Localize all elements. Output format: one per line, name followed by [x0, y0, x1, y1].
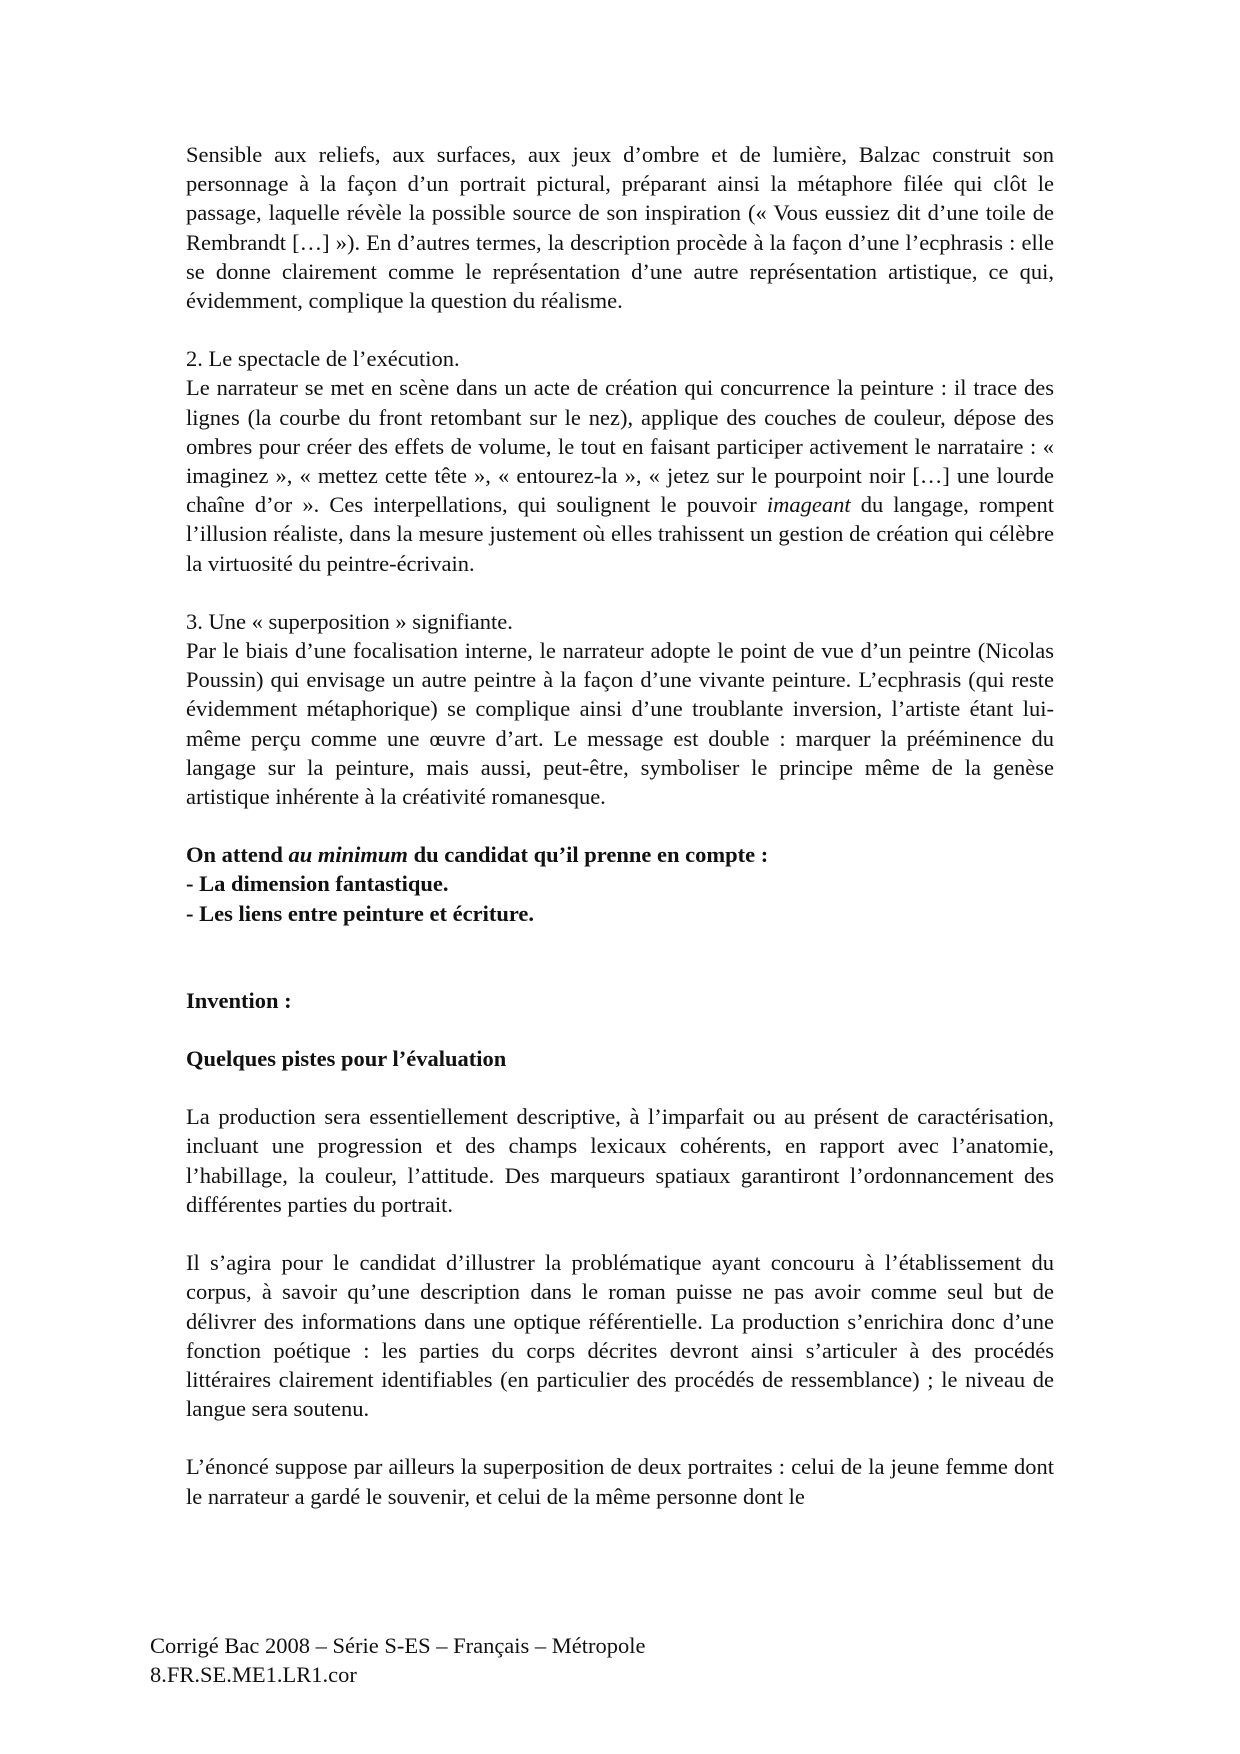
- section-3-title: 3. Une « superposition » signifiante.: [186, 608, 513, 634]
- evaluation-heading: Quelques pistes pour l’évaluation: [186, 1046, 507, 1072]
- section-3-paragraph: Par le biais d’une focalisation interne, le narrateur adopte le point de vue d’un peintre (Nicolas Poussin) qui envisage un autre peintre à la façon d’une vivante peinture. L’ecphrasis (qui reste évidemment métaphorique) se complique ainsi d’une troublante inversion, l’artiste étant lui-même perçu comme une œuvre d’art. Le message est double : marquer la prééminence du langage sur la peinture, mais aussi, peut-être, symboliser le principe même de la genèse artistique inhérente à la créativité romanesque.: [186, 638, 1054, 810]
- invention-heading: Invention :: [186, 987, 292, 1013]
- production-paragraph: La production sera essentiellement descriptive, à l’imparfait ou au présent de caractérisation, incluant une progression et des champs lexicaux cohérents, en rapport avec l’anatomie, l’habillage, la couleur, l’attitude. Des marqueurs spatiaux garantiront l’ordonnancement des différentes parties du portrait.: [186, 1104, 1054, 1217]
- section-2-text-end: du langage, rompent l’illusion réaliste, dans la mesure justement où elles trahissent un gestion de création qui célèbre la virtuosité du peintre-écrivain.: [186, 492, 1054, 576]
- expectation-item-1: - La dimension fantastique.: [186, 871, 449, 897]
- candidat-paragraph: Il s’agira pour le candidat d’illustrer la problématique ayant concouru à l’établissement du corpus, à savoir qu’une description dans le roman puisse ne pas avoir comme seul but de délivrer des informations dans une optique référentielle. La production s’enrichira donc d’une fonction poétique : les parties du corps décrites devront ainsi s’articuler à des procédés littéraires clairement identifiables (en particulier des procédés de ressemblance) ; le niveau de langue sera soutenu.: [186, 1250, 1054, 1422]
- expectation-item-2: - Les liens entre peinture et écriture.: [186, 900, 535, 926]
- footer-reference: 8.FR.SE.ME1.LR1.cor: [150, 1662, 357, 1688]
- page-footer: [150, 1631, 646, 1689]
- section-2-italic-word: imageant: [766, 492, 851, 518]
- expectations-text-start: On attend: [186, 842, 289, 868]
- expectations-text-end: du candidat qu’il prenne en compte :: [407, 842, 769, 868]
- document-body: [186, 140, 1054, 1511]
- section-2-title: 2. Le spectacle de l’exécution.: [186, 346, 460, 372]
- intro-paragraph: Sensible aux reliefs, aux surfaces, aux jeux d’ombre et de lumière, Balzac construit son personnage à la façon d’un portrait pictural, préparant ainsi la métaphore filée qui clôt le passage, laquelle révèle la possible source de son inspiration (« Vous eussiez dit d’une toile de Rembrandt […] »). En d’autres termes, la description procède à la façon d’une l’ecphrasis : elle se donne clairement comme le représentation d’une autre représentation artistique, ce qui, évidemment, complique la question du réalisme.: [186, 142, 1054, 314]
- expectations-italic: au minimum: [288, 842, 408, 868]
- section-2-text-start: Le narrateur se met en scène dans un acte de création qui concurrence la peinture : il trace des lignes (la courbe du front retombant sur le nez), applique des couches de couleur, dépose des ombres pour créer des effets de volume, le tout en faisant participer activement le narrataire : « imaginez », « mettez cette tête », « entourez-la », « jetez sur le pourpoint noir […] une lourde chaîne d’or ». Ces interpellations, qui soulignent le pouvoir: [186, 375, 1054, 518]
- enonce-paragraph: L’énoncé suppose par ailleurs la superposition de deux portraites : celui de la jeune femme dont le narrateur a gardé le souvenir, et celui de la même personne dont le: [186, 1454, 1054, 1509]
- section-2-paragraph: [186, 373, 1054, 577]
- footer-title: Corrigé Bac 2008 – Série S-ES – Français – Métropole: [150, 1633, 646, 1658]
- expectations-heading: [186, 840, 1054, 869]
